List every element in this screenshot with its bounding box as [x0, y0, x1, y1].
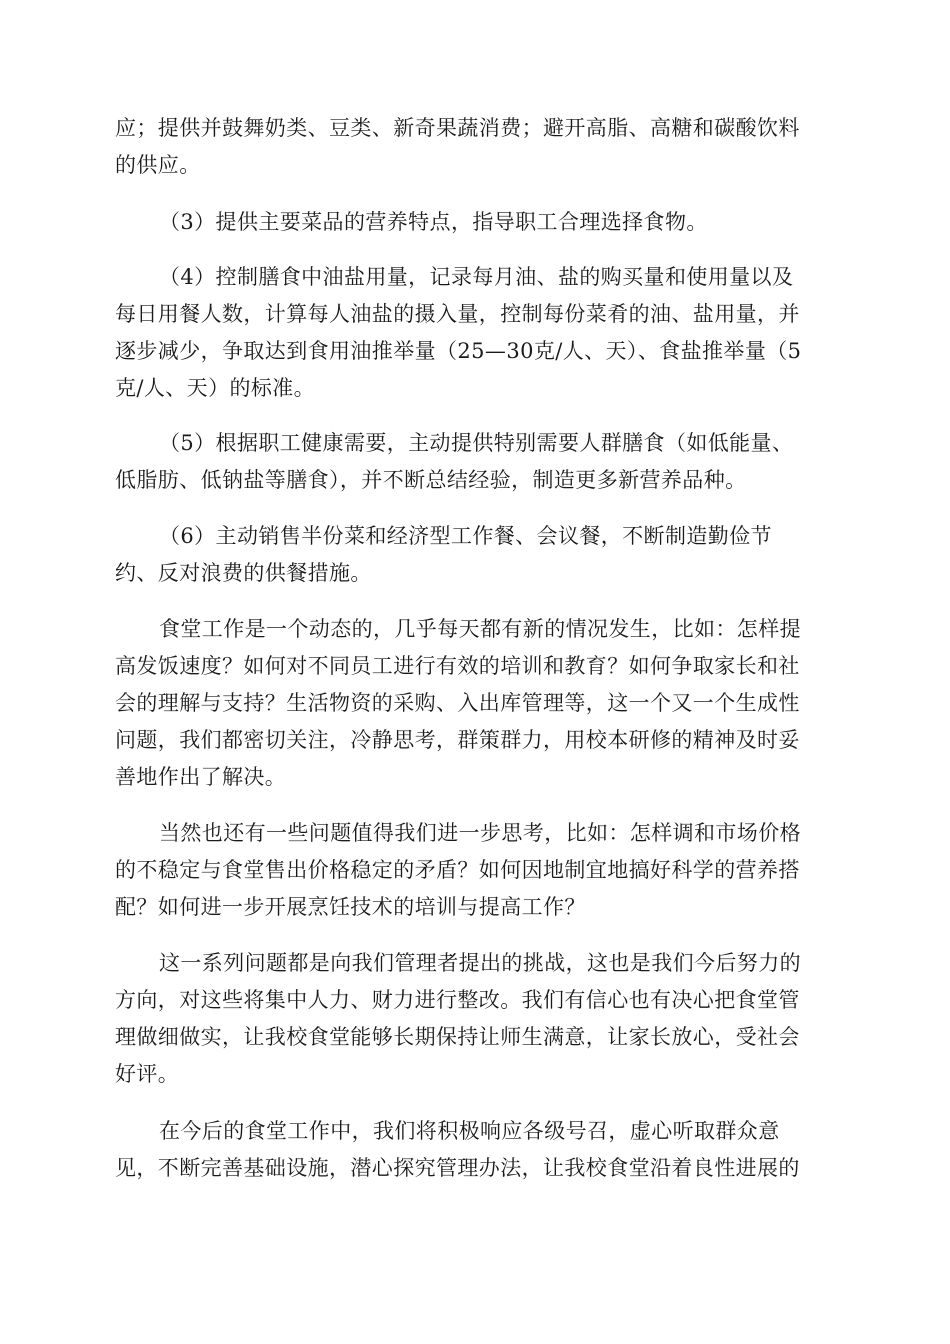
paragraph-line: （4）控制膳食中油盐用量，记录每月油、盐的购买量和使用量以及	[159, 265, 794, 289]
paragraph-line: 在今后的食堂工作中，我们将积极响应各级号召，虚心听取群众意	[159, 1119, 780, 1143]
paragraph-line: 每日用餐人数，计算每人油盐的摄入量，控制每份菜肴的油、盐用量，并	[115, 302, 800, 326]
paragraph-line: 配？如何进一步开展烹饪技术的培训与提高工作？	[115, 895, 586, 919]
paragraph-line: 的不稳定与食堂售出价格稳定的矛盾？如何因地制宜地搞好科学的营养搭	[115, 858, 800, 882]
paragraph-line: 当然也还有一些问题值得我们进一步思考，比如：怎样调和市场价格	[159, 821, 801, 845]
paragraph-canteen-work	[115, 611, 835, 796]
paragraph-challenges	[115, 945, 835, 1093]
paragraph-line: 好评。	[115, 1062, 180, 1086]
paragraph-future-work	[115, 1113, 835, 1187]
paragraph-line: 高发饭速度？如何对不同员工进行有效的培训和教育？如何争取家长和社	[115, 654, 800, 678]
paragraph-line: （6）主动销售半份菜和经济型工作餐、会议餐，不断制造勤俭节	[159, 524, 772, 548]
paragraph-line: 约、反对浪费的供餐措施。	[115, 561, 372, 585]
paragraph-line: 善地作出了解决。	[115, 765, 287, 789]
paragraph-line: 克/人、天）的标准。	[115, 376, 316, 400]
paragraph-item-4	[115, 259, 835, 407]
paragraph-line: （5）根据职工健康需要，主动提供特别需要人群膳食（如低能量、	[159, 431, 794, 455]
paragraph-line: 的供应。	[115, 153, 201, 177]
paragraph-line: 低脂肪、低钠盐等膳食），并不断总结经验，制造更多新营养品种。	[115, 468, 747, 492]
paragraph-line: 逐步减少，争取达到食用油推举量（25—30克/人、天）、食盐推举量（5	[115, 339, 802, 363]
paragraph-open-questions	[115, 815, 835, 926]
paragraph-item-5	[115, 425, 835, 499]
paragraph-line: 这一系列问题都是向我们管理者提出的挑战，这也是我们今后努力的	[159, 951, 801, 975]
paragraph-line: 问题，我们都密切关注，冷静思考，群策群力，用校本研修的精神及时妥	[115, 728, 800, 752]
paragraph-line: 食堂工作是一个动态的，几乎每天都有新的情况发生，比如：怎样提	[159, 617, 801, 641]
paragraph-continuation	[115, 110, 835, 184]
paragraph-line: 会的理解与支持？生活物资的采购、入出库管理等，这一个又一个生成性	[115, 691, 800, 715]
paragraph-line: 方向，对这些将集中人力、财力进行整改。我们有信心也有决心把食堂管	[115, 988, 800, 1012]
paragraph-line: 理做细做实，让我校食堂能够长期保持让师生满意，让家长放心，受社会	[115, 1025, 800, 1049]
paragraph-line: 见，不断完善基础设施，潜心探究管理办法，让我校食堂沿着良性进展的	[115, 1156, 800, 1180]
paragraph-line: （3）提供主要菜品的营养特点，指导职工合理选择食物。	[159, 210, 708, 234]
paragraph-item-3	[115, 204, 835, 241]
paragraph-line: 应；提供并鼓舞奶类、豆类、新奇果蔬消费；避开高脂、高糖和碳酸饮料	[115, 116, 800, 140]
paragraph-item-6	[115, 518, 835, 592]
